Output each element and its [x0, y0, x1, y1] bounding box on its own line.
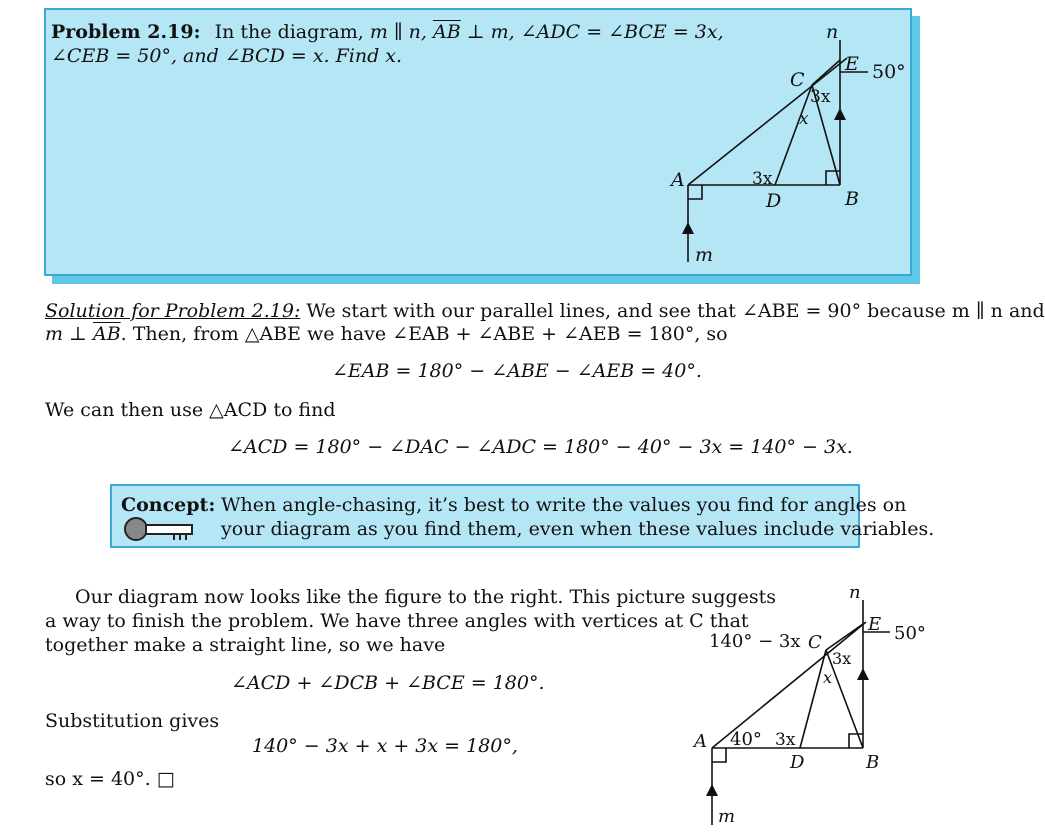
label-b: B: [845, 188, 859, 210]
paragraph-line-2: a way to finish the problem. We have three angles with vertices at C that: [45, 610, 749, 632]
solution-text-2c: . Then, from △ABE we have ∠EAB + ∠ABE + ∠AEB = 180°, so: [120, 323, 728, 345]
label-m-2: m: [718, 806, 736, 827]
label-x-2: x: [823, 668, 833, 687]
label-n: n: [826, 21, 839, 43]
paragraph-line-5: so x = 40°. □: [45, 768, 175, 790]
label-50: 50°: [872, 61, 906, 83]
equation-2: ∠ACD = 180° − ∠DAC − ∠ADC = 180° − 40° − 3x = 140° − 3x.: [228, 436, 853, 458]
solution-heading: Solution for Problem 2.19:: [45, 300, 301, 322]
segment-ab: $\overline{AB}$: [433, 21, 461, 43]
problem-text-d: ⊥ m, ∠ADC = ∠BCE = 3x,: [466, 21, 724, 43]
right-angle-a-2: [712, 748, 726, 762]
paragraph-line-1: Our diagram now looks like the figure to the right. This picture suggests: [75, 586, 777, 608]
arrow-m-2: [706, 784, 718, 796]
label-d-2: D: [790, 752, 805, 773]
label-b-2: B: [866, 752, 880, 773]
label-3x-mid: 3x: [752, 169, 773, 189]
concept-line-1: When angle-chasing, it’s best to write the values you find for angles on: [221, 494, 907, 516]
label-a-2: A: [694, 731, 707, 752]
label-40: 40°: [730, 729, 762, 750]
problem-line-2: ∠CEB = 50°, and ∠BCD = x. Find x.: [51, 45, 403, 67]
label-50-2: 50°: [894, 623, 926, 644]
concept-label: Concept:: [121, 494, 216, 516]
label-c: C: [790, 69, 805, 91]
equation-4: 140° − 3x + x + 3x = 180°,: [252, 735, 518, 757]
concept-line-2: your diagram as you find them, even when these values include variables.: [221, 518, 935, 540]
problem-text-a: In the diagram,: [214, 21, 364, 43]
label-n-2: n: [849, 582, 861, 603]
label-m: m: [695, 244, 714, 266]
paragraph-line-4: Substitution gives: [45, 710, 220, 732]
label-x: x: [799, 109, 809, 129]
problem-text-b: m ∥ n,: [369, 21, 427, 43]
arrow-n-2: [857, 668, 869, 680]
solution-text-2a: m ⊥: [45, 323, 87, 345]
label-e: E: [845, 53, 859, 75]
segment-ab-2: $\overline{AB}$: [92, 323, 121, 345]
problem-label: Problem 2.19:: [51, 21, 201, 43]
segment-ce-2: [826, 624, 863, 650]
label-140-3x: 140° − 3x: [709, 631, 801, 652]
label-a: A: [671, 169, 685, 191]
solution-text-1: We start with our parallel lines, and see that ∠ABE = 90° because m ∥ n and: [300, 300, 1045, 322]
label-3x-top-2: 3x: [832, 649, 852, 668]
equation-1: ∠EAB = 180° − ∠ABE − ∠AEB = 40°.: [332, 360, 702, 382]
label-3x-top: 3x: [810, 87, 831, 107]
solution-line-3: We can then use △ACD to find: [45, 399, 336, 421]
label-d: D: [766, 190, 782, 212]
paragraph-line-3: together make a straight line, so we have: [45, 634, 446, 656]
equation-3: ∠ACD + ∠DCB + ∠BCE = 180°.: [231, 672, 545, 694]
label-e-2: E: [868, 614, 882, 635]
label-3x-mid-2: 3x: [775, 730, 796, 750]
label-c-2: C: [808, 632, 822, 653]
